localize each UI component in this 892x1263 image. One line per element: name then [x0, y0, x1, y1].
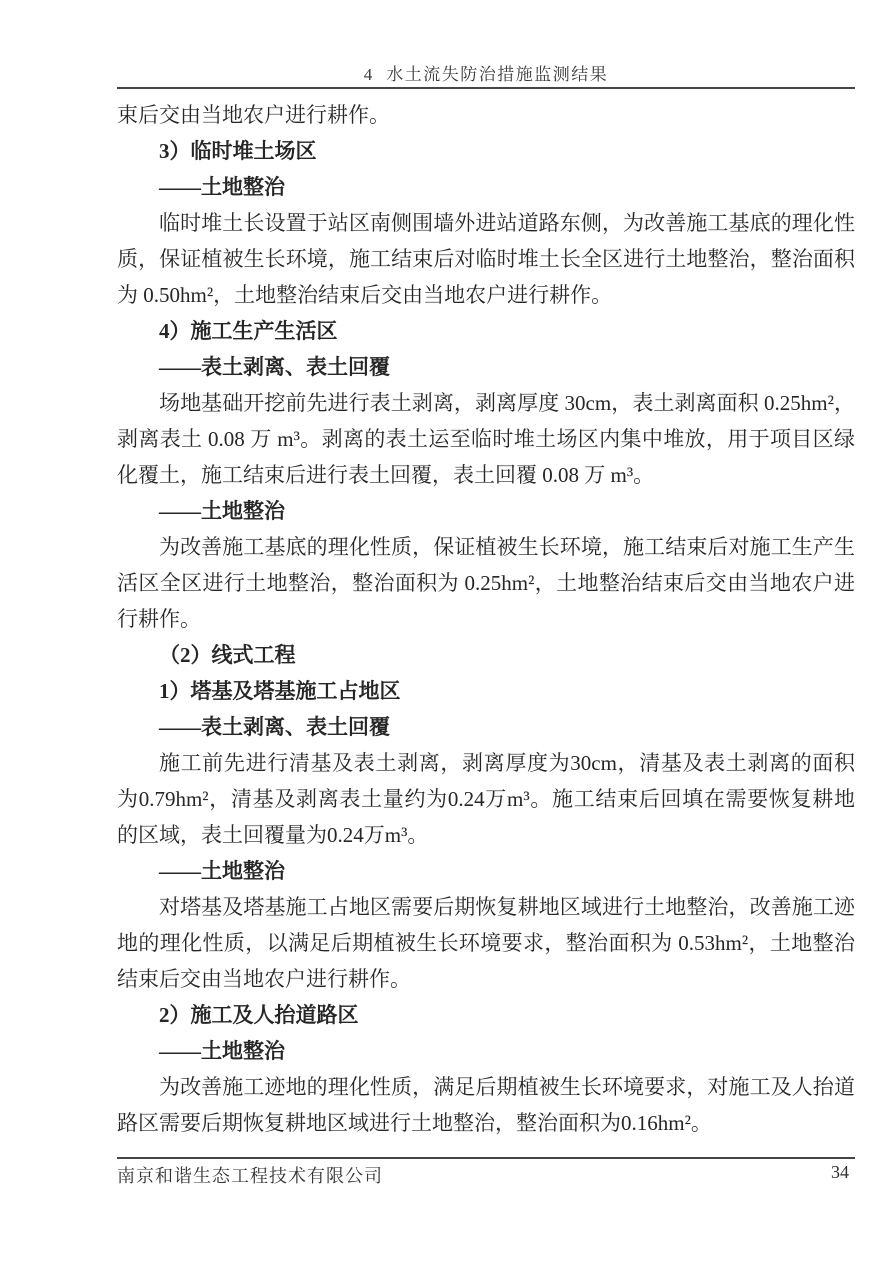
section-heading: ——土地整治	[159, 859, 285, 883]
body-paragraph: 为改善施工基底的理化性质，保证植被生长环境，施工结束后对施工生产生活区全区进行土地整治，整治面积为 0.25hm²，土地整治结束后交由当地农户进行耕作。	[117, 535, 855, 631]
footer-rule	[117, 1157, 855, 1159]
footer-company: 南京和谐生态工程技术有限公司	[117, 1166, 383, 1186]
page-number: 34	[831, 1162, 849, 1182]
header-rule	[117, 87, 855, 89]
section-heading: 1）塔基及塔基施工占地区	[159, 679, 401, 703]
body-paragraph: 束后交由当地农户进行耕作。	[117, 103, 390, 127]
section-heading: 2）施工及人抬道路区	[159, 1003, 359, 1027]
body-paragraph: 对塔基及塔基施工占地区需要后期恢复耕地区域进行土地整治，改善施工迹地的理化性质，以满足后期植被生长环境要求，整治面积为 0.53hm²，土地整治结束后交由当地农户进行耕作。	[117, 895, 855, 991]
section-heading: ——表土剥离、表土回覆	[159, 715, 390, 739]
document-body	[117, 97, 855, 1141]
section-heading: ——土地整治	[159, 499, 285, 523]
section-heading: （2）线式工程	[159, 643, 296, 667]
section-heading: 4）施工生产生活区	[159, 319, 338, 343]
body-paragraph: 临时堆土长设置于站区南侧围墙外进站道路东侧，为改善施工基底的理化性质，保证植被生长环境，施工结束后对临时堆土长全区进行土地整治，整治面积为 0.50hm²，土地整治结束后交由当地农户进行耕作。	[117, 211, 855, 307]
section-heading: ——土地整治	[159, 1039, 285, 1063]
page-footer	[117, 1162, 855, 1188]
page-header	[117, 60, 855, 85]
body-paragraph: 施工前先进行清基及表土剥离，剥离厚度为30cm，清基及表土剥离的面积为0.79hm²，清基及剥离表土量约为0.24万m³。施工结束后回填在需要恢复耕地的区域，表土回覆量为0.24万m³。	[117, 751, 855, 847]
body-paragraph: 场地基础开挖前先进行表土剥离，剥离厚度 30cm，表土剥离面积 0.25hm²，剥离表土 0.08 万 m³。剥离的表土运至临时堆土场区内集中堆放，用于项目区绿化覆土，施工结束后进行表土回覆，表土回覆 0.08 万 m³。	[117, 391, 855, 487]
section-heading: ——土地整治	[159, 175, 285, 199]
section-heading: 3）临时堆土场区	[159, 139, 317, 163]
chapter-number: 4	[363, 65, 373, 84]
chapter-title: 水土流失防治措施监测结果	[386, 65, 609, 84]
body-paragraph: 为改善施工迹地的理化性质，满足后期植被生长环境要求，对施工及人抬道路区需要后期恢复耕地区域进行土地整治，整治面积为0.16hm²。	[117, 1075, 855, 1135]
section-heading: ——表土剥离、表土回覆	[159, 355, 390, 379]
